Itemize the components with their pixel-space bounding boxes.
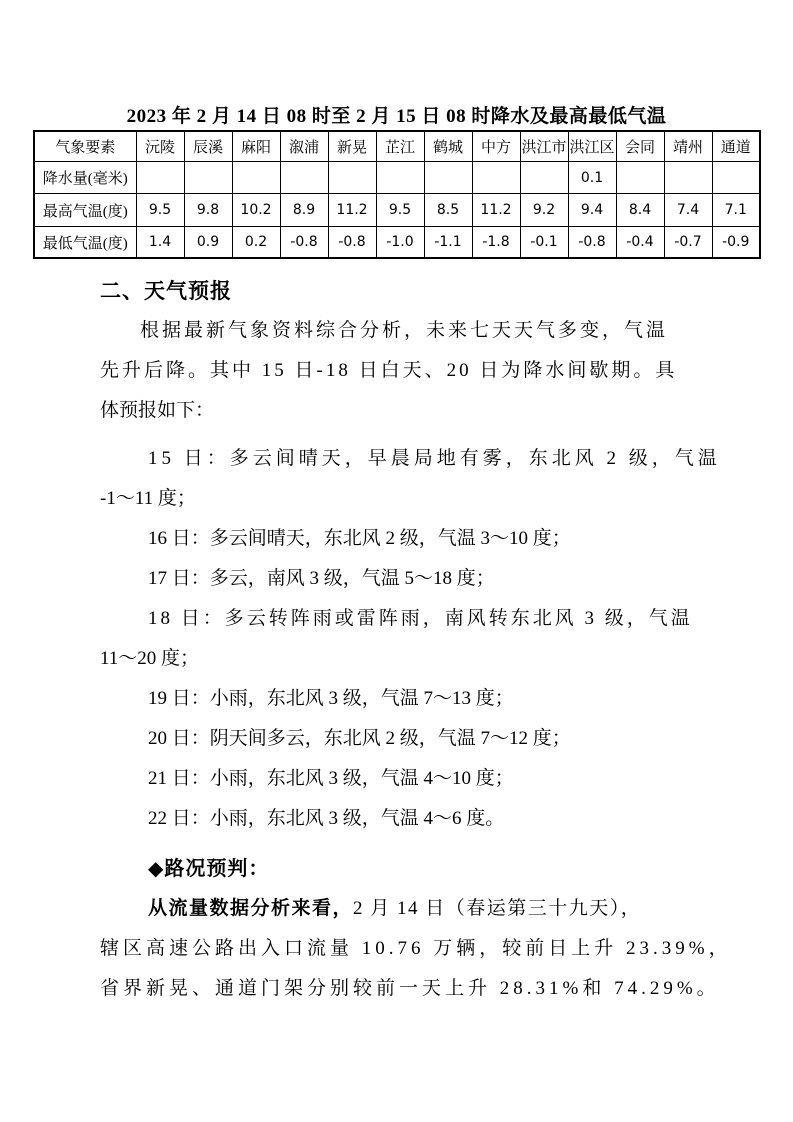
value-cell: 9.5 [376, 194, 424, 227]
header-cell: 辰溪 [184, 131, 232, 162]
forecast-line-day17: 17 日：多云，南风 3 级，气温 5～18 度； [148, 568, 495, 589]
weather-table [33, 130, 761, 259]
header-cell: 新晃 [328, 131, 376, 162]
value-cell: 8.5 [424, 194, 472, 227]
value-cell: 0.2 [232, 227, 280, 259]
value-cell: -0.1 [520, 227, 568, 259]
header-cell: 麻阳 [232, 131, 280, 162]
value-cell: 1.4 [136, 227, 184, 259]
section-heading-forecast: 二、天气预报 [100, 279, 232, 303]
forecast-line-day16: 16 日：多云间晴天，东北风 2 级，气温 3～10 度； [148, 528, 571, 549]
road-line [100, 889, 685, 929]
forecast-line-day19: 19 日：小雨，东北风 3 级，气温 7～13 度； [148, 688, 514, 709]
road-line: 省界新晃、通道门架分别较前一天上升 28.31%和 74.29%。 [100, 978, 720, 999]
section-heading-road: ◆路况预判： [148, 858, 270, 880]
value-cell: 10.2 [232, 194, 280, 227]
value-cell: 8.9 [280, 194, 328, 227]
value-cell: -0.4 [616, 227, 664, 259]
row-label-cell: 最高气温(度) [34, 194, 136, 227]
value-cell: 11.2 [328, 194, 376, 227]
road-line-rest: 2 月 14 日（春运第三十九天）， [353, 898, 642, 919]
value-cell: -1.0 [376, 227, 424, 259]
value-cell [424, 162, 472, 194]
value-cell: 0.9 [184, 227, 232, 259]
value-cell: 8.4 [616, 194, 664, 227]
value-cell [280, 162, 328, 194]
road-line: 辖区高速公路出入口流量 10.76 万辆，较前日上升 23.39%， [100, 938, 732, 959]
value-cell: 9.5 [136, 194, 184, 227]
forecast-line-day18: 11～20 度； [100, 648, 200, 669]
forecast-line-day18: 18 日：多云转阵雨或雷阵雨，南风转东北风 3 级，气温 [148, 608, 693, 629]
value-cell: -1.8 [472, 227, 520, 259]
intro-line: 先升后降。其中 15 日-18 日白天、20 日为降水间歇期。具 [100, 360, 678, 381]
value-cell [616, 162, 664, 194]
forecast-line-day21: 21 日：小雨，东北风 3 级，气温 4～10 度； [148, 768, 514, 789]
header-cell: 洪江区 [568, 131, 616, 162]
forecast-line-day22: 22 日：小雨，东北风 3 级，气温 4～6 度。 [148, 808, 505, 829]
value-cell: -0.9 [712, 227, 760, 259]
header-cell: 溆浦 [280, 131, 328, 162]
value-cell: 9.8 [184, 194, 232, 227]
header-cell: 沅陵 [136, 131, 184, 162]
row-label-cell: 降水量(毫米) [34, 162, 136, 194]
document-title: 2023 年 2 月 14 日 08 时至 2 月 15 日 08 时降水及最高最低气温 [126, 106, 667, 127]
value-cell: 0.1 [568, 162, 616, 194]
table-row-precipitation [34, 162, 760, 194]
row-label-cell: 最低气温(度) [34, 227, 136, 259]
forecast-line-day15: 15 日：多云间晴天，早晨局地有雾，东北风 2 级，气温 [148, 448, 721, 469]
value-cell [712, 162, 760, 194]
value-cell [184, 162, 232, 194]
header-cell: 通道 [712, 131, 760, 162]
road-lead-bold: 从流量数据分析来看， [148, 898, 354, 919]
value-cell [520, 162, 568, 194]
value-cell [376, 162, 424, 194]
header-cell: 芷江 [376, 131, 424, 162]
value-cell [136, 162, 184, 194]
value-cell: -0.8 [280, 227, 328, 259]
value-cell: 11.2 [472, 194, 520, 227]
value-cell: -0.8 [568, 227, 616, 259]
forecast-line-day20: 20 日：阴天间多云，东北风 2 级，气温 7～12 度； [148, 728, 571, 749]
value-cell [664, 162, 712, 194]
value-cell: 9.4 [568, 194, 616, 227]
header-cell: 会同 [616, 131, 664, 162]
document-body [100, 271, 732, 1009]
value-cell: -0.7 [664, 227, 712, 259]
value-cell: 7.1 [712, 194, 760, 227]
header-cell: 中方 [472, 131, 520, 162]
value-cell [328, 162, 376, 194]
header-cell: 气象要素 [34, 131, 136, 162]
value-cell: -0.8 [328, 227, 376, 259]
value-cell [472, 162, 520, 194]
header-cell: 靖州 [664, 131, 712, 162]
forecast-line-day15: -1～11 度； [100, 488, 196, 509]
header-cell: 洪江市 [520, 131, 568, 162]
value-cell: -1.1 [424, 227, 472, 259]
value-cell: 9.2 [520, 194, 568, 227]
value-cell [232, 162, 280, 194]
table-row-max-temp [34, 194, 760, 227]
value-cell: 7.4 [664, 194, 712, 227]
table-header-row [34, 131, 760, 162]
header-cell: 鹤城 [424, 131, 472, 162]
intro-line: 根据最新气象资料综合分析，未来七天天气多变，气温 [140, 320, 669, 341]
table-row-min-temp [34, 227, 760, 259]
intro-line: 体预报如下： [100, 400, 215, 421]
